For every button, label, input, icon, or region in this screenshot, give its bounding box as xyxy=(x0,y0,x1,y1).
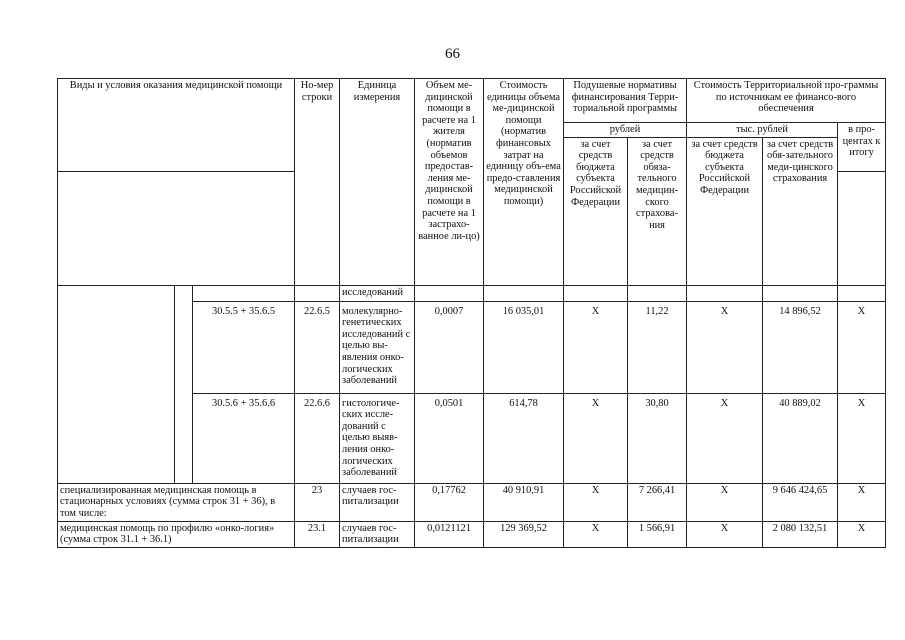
table-row xyxy=(58,483,886,521)
header-oms: за счет средств обяза-тельного медицин-ского страхова-ния xyxy=(628,137,687,285)
sub-code-cell: 30.5.5 + 35.6.5 xyxy=(193,301,295,393)
unit-cell: случаев гос-питализации xyxy=(340,521,415,547)
header-rub: рублей xyxy=(564,123,687,138)
oms-cost-cell: 2 080 132,51 xyxy=(763,521,838,547)
header-unit: Единица измерения xyxy=(340,79,415,286)
header-program-cost: Стоимость Территориальной про-граммы по источникам ее финансо-вого обеспечения xyxy=(687,79,886,123)
percent-cell: X xyxy=(838,483,886,521)
budget-cost-cell: X xyxy=(687,483,763,521)
volume-cell: 0,0501 xyxy=(415,393,484,483)
row-number-cell: 23 xyxy=(295,483,340,521)
budget-cost-cell: X xyxy=(687,393,763,483)
cost-cell: 16 035,01 xyxy=(484,301,564,393)
row-number-cell: 22.6.6 xyxy=(295,393,340,483)
row-label-cell: специализированная медицинская помощь в стационарных условиях (сумма строк 31 + 36), в том числе: xyxy=(58,483,295,521)
budget-cell xyxy=(564,285,628,301)
percent-cell: X xyxy=(838,393,886,483)
header-thousand-rub: тыс. рублей xyxy=(687,123,838,138)
percent-cell xyxy=(838,285,886,301)
header-oms-2: за счет средств обя-зательного меди-цинского страхования xyxy=(763,137,838,285)
oms-cell: 1 566,91 xyxy=(628,521,687,547)
budget-cost-cell: X xyxy=(687,521,763,547)
volume-cell: 0,0121121 xyxy=(415,521,484,547)
row-number-cell xyxy=(295,285,340,301)
header-types: Виды и условия оказания медицинской помощи xyxy=(58,79,295,172)
budget-cost-cell xyxy=(687,285,763,301)
oms-cost-cell: 9 646 424,65 xyxy=(763,483,838,521)
unit-cell: молекулярно-генетических исследований с целью вы-явления онко-логических заболеваний xyxy=(340,301,415,393)
group-subcell xyxy=(175,285,193,483)
percent-cell: X xyxy=(838,521,886,547)
oms-cell xyxy=(628,285,687,301)
sub-code-cell xyxy=(193,285,295,301)
oms-cost-cell: 14 896,52 xyxy=(763,301,838,393)
volume-cell xyxy=(415,285,484,301)
volume-cell: 0,0007 xyxy=(415,301,484,393)
cost-cell: 129 369,52 xyxy=(484,521,564,547)
row-number-cell: 22.6.5 xyxy=(295,301,340,393)
page-number: 66 xyxy=(445,46,460,62)
header-types-continued xyxy=(58,171,295,285)
header-per-capita: Подушевые нормативы финансирования Терри-ториальной программы xyxy=(564,79,687,123)
table-row xyxy=(58,521,886,547)
oms-cell: 30,80 xyxy=(628,393,687,483)
oms-cost-cell: 40 889,02 xyxy=(763,393,838,483)
header-row-number: Но-мер строки xyxy=(295,79,340,286)
volume-cell: 0,17762 xyxy=(415,483,484,521)
header-percent: в про-центах к итогу xyxy=(838,123,886,172)
unit-cell: гистологиче-ских иссле-дований с целью выяв-ления онко-логических заболеваний xyxy=(340,393,415,483)
table-row xyxy=(58,285,886,301)
group-cell xyxy=(58,285,175,483)
financing-table xyxy=(57,78,886,548)
oms-cost-cell xyxy=(763,285,838,301)
oms-cell: 11,22 xyxy=(628,301,687,393)
percent-cell: X xyxy=(838,301,886,393)
header-percent-continued xyxy=(838,171,886,285)
row-number-cell: 23.1 xyxy=(295,521,340,547)
budget-cell: X xyxy=(564,483,628,521)
cost-cell: 614,78 xyxy=(484,393,564,483)
unit-cell: случаев гос-питализации xyxy=(340,483,415,521)
budget-cell: X xyxy=(564,393,628,483)
header-volume: Объем ме-дицинской помощи в расчете на 1 жителя (норматив объемов предостав-ления ме-дицинской помощи в расчете на 1 застрахо-ванное ли-цо) xyxy=(415,79,484,286)
oms-cell: 7 266,41 xyxy=(628,483,687,521)
budget-cost-cell: X xyxy=(687,301,763,393)
header-budget: за счет средств бюджета субъекта Российской Федерации xyxy=(564,137,628,285)
budget-cell: X xyxy=(564,301,628,393)
row-label-cell: медицинская помощь по профилю «онко-логия» (сумма строк 31.1 + 36.1) xyxy=(58,521,295,547)
sub-code-cell: 30.5.6 + 35.6.6 xyxy=(193,393,295,483)
header-cost-unit: Стоимость единицы объема ме-дицинской помощи (норматив финансовых затрат на единицу объ-ема предо-ставления медицинской помощи) xyxy=(484,79,564,286)
unit-cell: исследований xyxy=(340,285,415,301)
budget-cell: X xyxy=(564,521,628,547)
header-budget-2: за счет средств бюджета субъекта Российской Федерации xyxy=(687,137,763,285)
cost-cell: 40 910,91 xyxy=(484,483,564,521)
cost-cell xyxy=(484,285,564,301)
